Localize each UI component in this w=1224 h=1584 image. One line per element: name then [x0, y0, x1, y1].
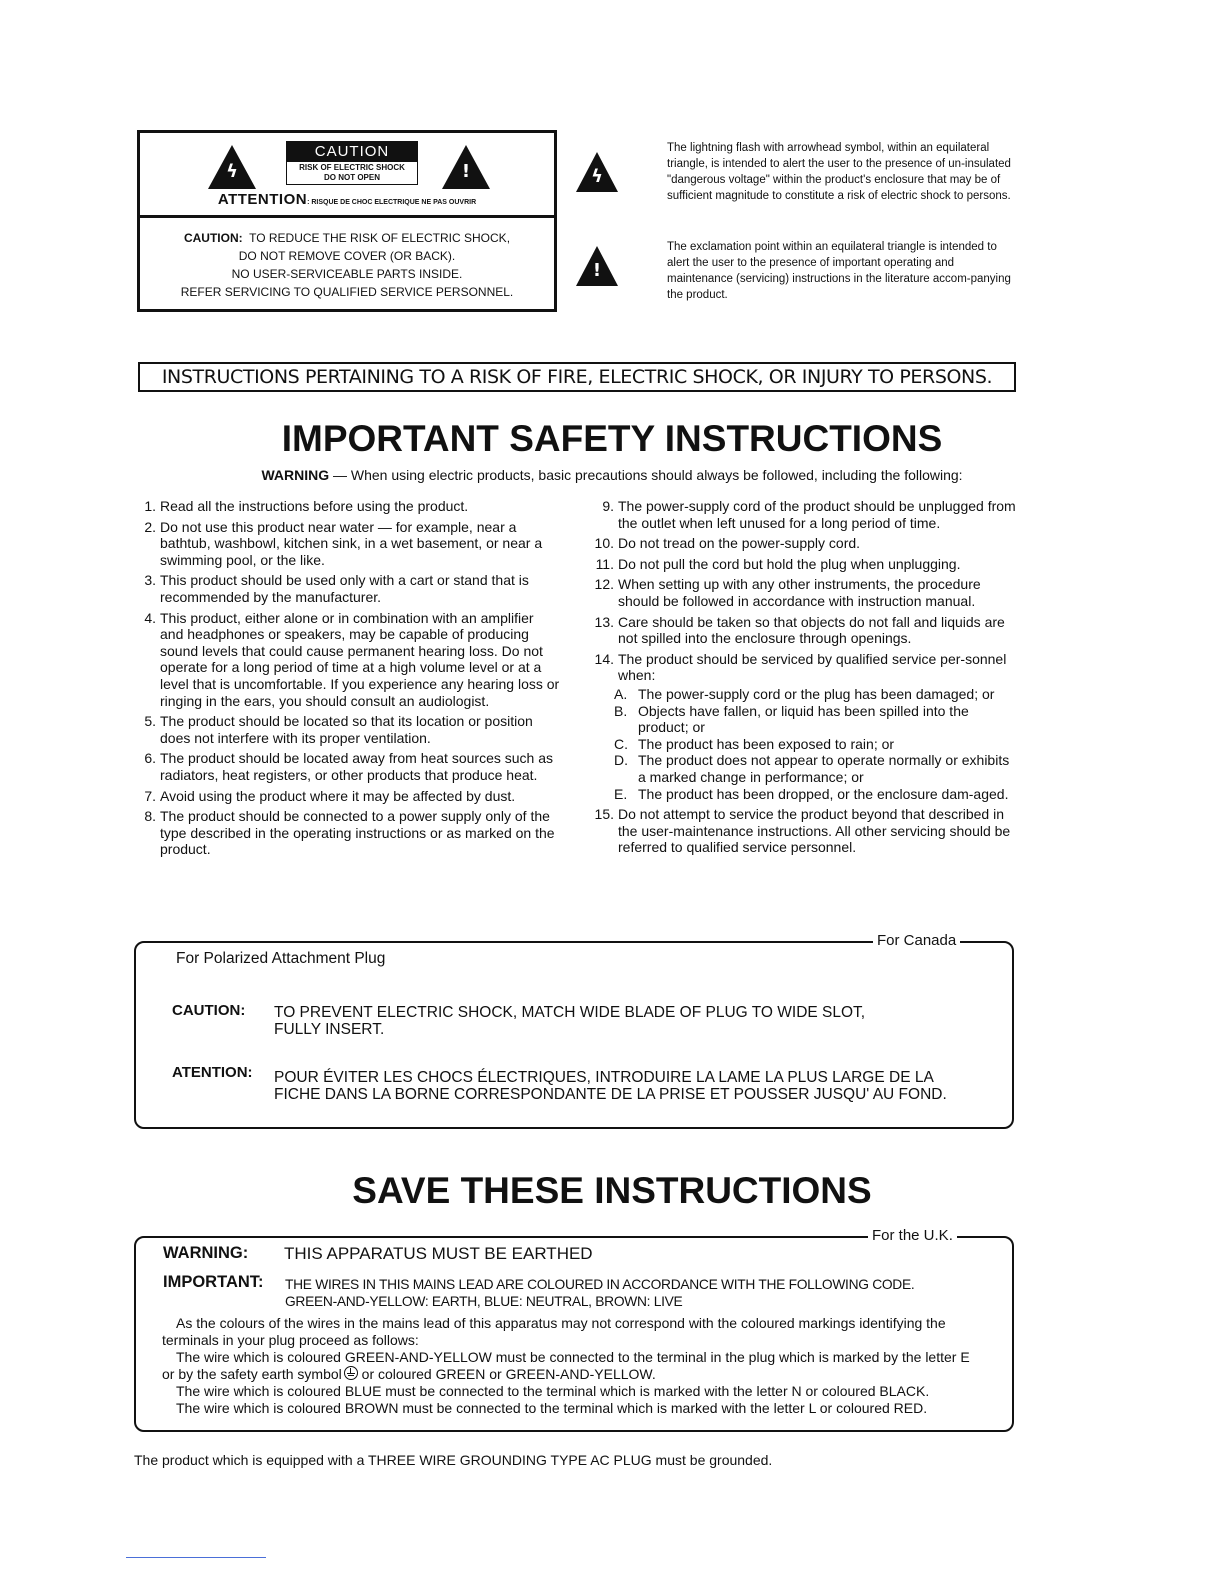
instruction-item: 9. The power-supply cord of the product should be unplugged from the outlet when left unused for a long period of time.	[602, 498, 1016, 531]
grounding-note: The product which is equipped with a THREE WIRE GROUNDING TYPE AC PLUG must be grounded.	[134, 1452, 773, 1468]
uk-important-text: THE WIRES IN THIS MAINS LEAD ARE COLOURED IN ACCORDANCE WITH THE FOLLOWING CODE. GREEN-AND-YELLOW: EARTH, BLUE: NEUTRAL, BROWN: LIVE	[285, 1277, 915, 1309]
caution-label-box	[286, 141, 418, 185]
uk-para-2: The wire which is coloured GREEN-AND-YELLOW must be connected to the terminal in the plug which is marked by the letter E or by the safety earth symbol or coloured GREEN or GREEN-AND-YELLOW.	[162, 1349, 970, 1382]
service-condition: C. The product has been exposed to rain; or	[614, 735, 895, 752]
instruction-item: 10. Do not tread on the power-supply cord.	[594, 535, 861, 552]
instructions-left-column	[136, 498, 560, 862]
canada-heading: For Polarized Attachment Plug	[176, 950, 386, 967]
uk-para-1: As the colours of the wires in the mains lead of this apparatus may not correspond with the coloured markings identifying the terminals in your plug proceed as follows:	[162, 1315, 946, 1348]
instruction-item: 7. Avoid using the product where it may be affected by dust.	[144, 787, 516, 804]
caution-title: CAUTION	[287, 142, 417, 162]
instruction-item: 3. This product should be used only with a cart or stand that is recommended by the manufacturer.	[144, 572, 529, 605]
exclamation-explanation: The exclamation point within an equilateral triangle is intended to alert the user to the presence of important operating and maintenance (servicing) instructions in the literature accom-panying the product.	[667, 241, 1011, 301]
attention-french-text: : RISQUE DE CHOC ELECTRIQUE NE PAS OUVRIR	[307, 199, 477, 206]
service-condition: D. The product does not appear to operate normally or exhibits a marked change in performance; or	[614, 752, 1010, 785]
save-instructions-title: SAVE THESE INSTRUCTIONS	[352, 1170, 872, 1211]
canada-attention-label: ATENTION:	[172, 1064, 253, 1081]
service-condition: B. Objects have fallen, or liquid has been spilled into the product; or	[614, 702, 969, 736]
uk-wiring-instructions	[162, 1315, 984, 1417]
caution-line-2: DO NOT REMOVE COVER (OR BACK).	[238, 249, 456, 263]
service-condition: E. The product has been dropped, or the enclosure dam-aged.	[614, 785, 1009, 802]
uk-para-4: The wire which is coloured BROWN must be connected to the terminal which is marked with the letter L or coloured RED.	[176, 1400, 928, 1416]
attention-line	[140, 191, 554, 208]
uk-tag: For the U.K.	[868, 1227, 957, 1244]
canada-tag: For Canada	[873, 932, 960, 949]
instruction-item: 14. The product should be serviced by qualified service per-sonnel when:	[594, 650, 1007, 684]
divider-line	[126, 1557, 266, 1558]
caution-text	[140, 229, 554, 301]
page-title: IMPORTANT SAFETY INSTRUCTIONS	[281, 418, 943, 459]
caution-panel	[137, 130, 557, 312]
instruction-item: 1. Read all the instructions before using the product.	[144, 498, 469, 514]
shock-line-2: DO NOT OPEN	[323, 173, 380, 182]
instruction-item: 4. This product, either alone or in combination with an amplifier and headphones or speakers, may be capable of producing sound levels that could cause permanent hearing loss. Do not operate for a long period of time at a high volume level or at a level that is uncomfortable. If you experience any hearing loss or ringing in the ears, you should consult an audiologist.	[144, 609, 560, 709]
instruction-item: 11. Do not pull the cord but hold the plug when unplugging.	[595, 555, 961, 572]
uk-warning-text: THIS APPARATUS MUST BE EARTHED	[284, 1244, 593, 1263]
risk-banner: INSTRUCTIONS PERTAINING TO A RISK OF FIRE, ELECTRIC SHOCK, OR INJURY TO PERSONS.	[138, 362, 1016, 392]
shock-warning	[287, 162, 417, 184]
exclamation-symbol-icon: !	[576, 246, 618, 286]
earth-symbol-icon	[344, 1366, 358, 1380]
instruction-item: 8. The product should be connected to a power supply only of the type described in the operating instructions or as marked on the product.	[144, 808, 555, 858]
shock-line-1: RISK OF ELECTRIC SHOCK	[299, 163, 405, 172]
instruction-item: 15. Do not attempt to service the product beyond that described in the user-maintenance instructions. All other servicing should be referred to qualified service personnel.	[594, 806, 1011, 856]
instructions-right-column	[594, 498, 1016, 860]
caution-line-1: TO REDUCE THE RISK OF ELECTRIC SHOCK,	[249, 231, 511, 245]
uk-important-label: IMPORTANT:	[163, 1273, 264, 1291]
lightning-explanation: The lightning flash with arrowhead symbol, within an equilateral triangle, is intended to alert the user to the presence of un-insulated "dangerous voltage" within the product's enclosure that may be of sufficient magnitude to constitute a risk of electric shock to persons.	[667, 142, 1011, 202]
uk-para-3: The wire which is coloured BLUE must be connected to the terminal which is marked with the letter N or coloured BLACK.	[176, 1383, 930, 1399]
lightning-warning-icon: ϟ	[208, 145, 256, 189]
instruction-item: 6. The product should be located away from heat sources such as radiators, heat registers, or other products that produce heat.	[144, 750, 553, 783]
canada-caution-text: TO PREVENT ELECTRIC SHOCK, MATCH WIDE BLADE OF PLUG TO WIDE SLOT, FULLY INSERT.	[274, 1004, 866, 1038]
instruction-item: 13. Care should be taken so that objects do not fall and liquids are not spilled into the enclosure through openings.	[594, 613, 1005, 647]
caution-text-label: CAUTION:	[183, 231, 243, 245]
caution-panel-header	[140, 133, 554, 218]
instruction-item: 2. Do not use this product near water — for example, near a bathtub, washbowl, kitchen sink, in a wet basement, or near a swimming pool, or the like.	[144, 518, 543, 568]
warning-line	[0, 467, 1224, 483]
caution-line-3: NO USER-SERVICEABLE PARTS INSIDE.	[231, 267, 463, 281]
service-condition: A. The power-supply cord or the plug has been damaged; or	[614, 685, 995, 702]
instruction-item: 12. When setting up with any other instruments, the procedure should be followed in accordance with instruction manual.	[594, 576, 981, 609]
uk-warning-label: WARNING:	[163, 1244, 249, 1262]
lightning-symbol-icon: ϟ	[576, 152, 618, 192]
canada-attention-text: POUR ÉVITER LES CHOCS ÉLECTRIQUES, INTRODUIRE LA LAME LA PLUS LARGE DE LA FICHE DANS LA BORNE CORRESPONDANTE DE LA PRISE ET POUSSER JUSQU' AU FOND.	[274, 1069, 947, 1103]
caution-line-4: REFER SERVICING TO QUALIFIED SERVICE PERSONNEL.	[180, 285, 514, 299]
warning-label: WARNING	[261, 467, 330, 483]
attention-label: ATTENTION	[217, 191, 308, 208]
canada-caution-label: CAUTION:	[172, 1002, 246, 1019]
exclamation-warning-icon: !	[442, 145, 490, 189]
warning-text: — When using electric products, basic precautions should always be followed, including the following:	[329, 467, 963, 483]
instruction-item: 5. The product should be located so that its location or position does not interfere with its proper ventilation.	[144, 713, 533, 746]
